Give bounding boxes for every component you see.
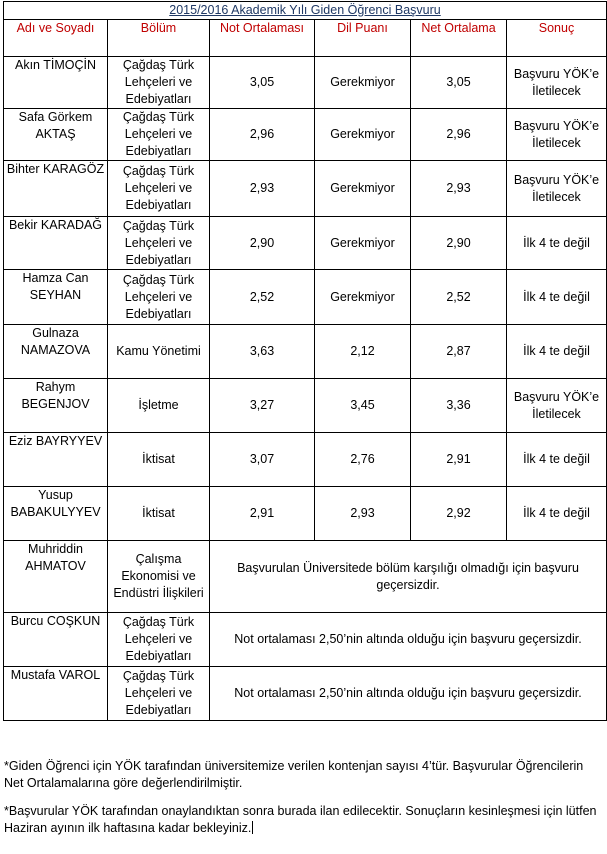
text-cursor [252, 821, 253, 834]
table-row [4, 270, 607, 325]
table-title [4, 2, 607, 20]
language-score-cell: 2,12 [315, 325, 411, 379]
language-score-cell: Gerekmiyor [315, 57, 411, 109]
header-language-score: Dil Puanı [315, 20, 411, 57]
applicant-name: Safa Görkem AKTAŞ [4, 109, 108, 161]
gpa-cell: 3,27 [210, 379, 315, 433]
net-average-cell: 3,36 [411, 379, 507, 433]
table-row [4, 57, 607, 109]
results-table [3, 1, 607, 721]
result-cell: İlk 4 te değil [507, 487, 607, 541]
net-average-cell: 2,87 [411, 325, 507, 379]
language-score-cell: Gerekmiyor [315, 270, 411, 325]
applicant-name: Gulnaza NAMAZOVA [4, 325, 108, 379]
invalid-note: Not ortalaması 2,50’nin altında olduğu için başvuru geçersizdir. [210, 667, 607, 721]
language-score-cell: Gerekmiyor [315, 217, 411, 270]
department-cell: Çağdaş Türk Lehçeleri ve Edebiyatları [108, 667, 210, 721]
footnote-announcement [4, 803, 604, 837]
department-cell: İktisat [108, 433, 210, 487]
table-row [4, 161, 607, 217]
language-score-cell: 2,76 [315, 433, 411, 487]
gpa-cell: 2,93 [210, 161, 315, 217]
applicant-name: Mustafa VAROL [4, 667, 108, 721]
table-title-text: 2015/2016 Akademik Yılı Giden Öğrenci Başvuru [169, 3, 441, 17]
result-cell: İlk 4 te değil [507, 270, 607, 325]
invalid-row [4, 613, 607, 667]
department-cell: Çağdaş Türk Lehçeleri ve Edebiyatları [108, 613, 210, 667]
department-cell: Çağdaş Türk Lehçeleri ve Edebiyatları [108, 161, 210, 217]
footnote-quota: *Giden Öğrenci için YÖK tarafından üniversitemize verilen kontenjan sayısı 4’tür. Başvurular Öğrencilerin Net Ortalamalarına göre değerlendirilmiştir. [4, 759, 584, 790]
table-row [4, 487, 607, 541]
applicant-name: Burcu COŞKUN [4, 613, 108, 667]
net-average-cell: 2,92 [411, 487, 507, 541]
gpa-cell: 2,52 [210, 270, 315, 325]
invalid-row [4, 667, 607, 721]
invalid-note: Not ortalaması 2,50’nin altında olduğu için başvuru geçersizdir. [210, 613, 607, 667]
department-cell: İşletme [108, 379, 210, 433]
applicant-name: Hamza Can SEYHAN [4, 270, 108, 325]
footnotes [4, 758, 604, 848]
applicant-name: Bihter KARAGÖZ [4, 161, 108, 217]
gpa-cell: 3,07 [210, 433, 315, 487]
header-department: Bölüm [108, 20, 210, 57]
invalid-note: Başvurulan Üniversitede bölüm karşılığı olmadığı için başvuru geçersizdir. [210, 541, 607, 613]
invalid-row [4, 541, 607, 613]
department-cell: Çağdaş Türk Lehçeleri ve Edebiyatları [108, 217, 210, 270]
header-net-average: Net Ortalama [411, 20, 507, 57]
table-row [4, 325, 607, 379]
header-name: Adı ve Soyadı [4, 20, 108, 57]
title-row [4, 2, 607, 20]
header-row [4, 20, 607, 57]
footnote-announcement-text: *Başvurular YÖK tarafından onaylandıktan sonra burada ilan edilecektir. Sonuçların kesinleşmesi için lütfen Haziran ayının ilk haftasına kadar bekleyiniz. [4, 804, 597, 835]
applicant-name: Bekir KARADAĞ [4, 217, 108, 270]
header-result: Sonuç [507, 20, 607, 57]
result-cell: Başvuru YÖK’e İletilecek [507, 379, 607, 433]
department-cell: Kamu Yönetimi [108, 325, 210, 379]
applicant-name: Eziz BAYRYYEV [4, 433, 108, 487]
result-cell: Başvuru YÖK’e İletilecek [507, 109, 607, 161]
net-average-cell: 2,93 [411, 161, 507, 217]
language-score-cell: 2,93 [315, 487, 411, 541]
applicant-name: Muhriddin AHMATOV [4, 541, 108, 613]
net-average-cell: 2,91 [411, 433, 507, 487]
net-average-cell: 2,52 [411, 270, 507, 325]
language-score-cell: 3,45 [315, 379, 411, 433]
applicant-name: Rahym BEGENJOV [4, 379, 108, 433]
result-cell: İlk 4 te değil [507, 325, 607, 379]
department-cell: İktisat [108, 487, 210, 541]
result-cell: İlk 4 te değil [507, 433, 607, 487]
department-cell: Çağdaş Türk Lehçeleri ve Edebiyatları [108, 270, 210, 325]
language-score-cell: Gerekmiyor [315, 109, 411, 161]
header-gpa: Not Ortalaması [210, 20, 315, 57]
department-cell: Çağdaş Türk Lehçeleri ve Edebiyatları [108, 109, 210, 161]
applicant-name: Yusup BABAKULYYEV [4, 487, 108, 541]
table-row [4, 433, 607, 487]
gpa-cell: 2,96 [210, 109, 315, 161]
result-cell: İlk 4 te değil [507, 217, 607, 270]
result-cell: Başvuru YÖK’e İletilecek [507, 57, 607, 109]
department-cell: Çağdaş Türk Lehçeleri ve Edebiyatları [108, 57, 210, 109]
table-row [4, 217, 607, 270]
result-cell: Başvuru YÖK’e İletilecek [507, 161, 607, 217]
table-row [4, 109, 607, 161]
net-average-cell: 2,96 [411, 109, 507, 161]
applicant-name: Akın TİMOÇİN [4, 57, 108, 109]
language-score-cell: Gerekmiyor [315, 161, 411, 217]
department-cell: Çalışma Ekonomisi ve Endüstri İlişkileri [108, 541, 210, 613]
gpa-cell: 3,63 [210, 325, 315, 379]
gpa-cell: 2,91 [210, 487, 315, 541]
gpa-cell: 2,90 [210, 217, 315, 270]
gpa-cell: 3,05 [210, 57, 315, 109]
net-average-cell: 3,05 [411, 57, 507, 109]
table-row [4, 379, 607, 433]
net-average-cell: 2,90 [411, 217, 507, 270]
